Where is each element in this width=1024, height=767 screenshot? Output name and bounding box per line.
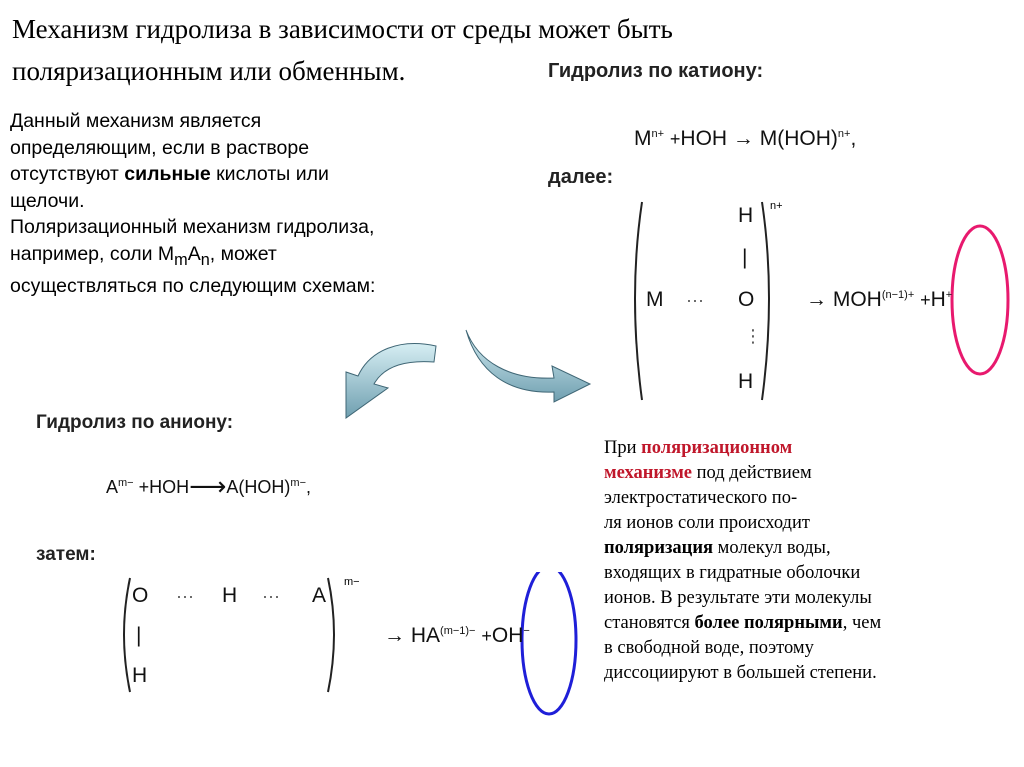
intro-text: кислоты или (210, 163, 329, 185)
mech-text: под действием (692, 463, 812, 483)
intro-bold-strong: сильные (124, 163, 211, 185)
mech-text: становятся (604, 613, 695, 633)
anion-then-label: затем: (36, 544, 96, 565)
left-curved-arrow (346, 344, 436, 418)
mech-text: молекул воды, (713, 538, 831, 558)
vertical-dots: ⋮ (744, 326, 762, 346)
mech-line: ля ионов соли происходит (604, 513, 810, 533)
right-curved-arrow (466, 330, 590, 402)
charge: − (523, 625, 530, 637)
complex-a: A (312, 584, 327, 607)
right-bracket (328, 578, 334, 692)
mech-emphasis: поляризационном (641, 438, 793, 458)
comma: , (306, 477, 312, 497)
plus-sign: + (669, 129, 681, 149)
right-bracket (762, 202, 769, 400)
complex-o: O (132, 584, 149, 607)
mech-line: входящих в гидратные оболочки (604, 563, 861, 583)
water-formula: HOH (680, 127, 728, 150)
mech-line (604, 536, 881, 561)
left-bracket (635, 202, 642, 400)
left-bracket (124, 578, 130, 692)
mechanism-explanation (604, 436, 881, 686)
title-line-1: Механизм гидролиза в зависимости от среды может быть (12, 14, 673, 44)
plus-sign: + (920, 290, 931, 310)
mech-line: диссоциируют в большей степени. (604, 663, 877, 683)
charge: m− (290, 477, 307, 489)
bond-line: | (742, 246, 748, 269)
weak-bond-dots: ··· (262, 586, 280, 606)
weak-bond-dots: ··· (176, 586, 194, 606)
mech-line: ионов. В результате эти молекулы (604, 588, 872, 608)
ha-formula: HA (410, 624, 441, 647)
mech-text: При (604, 438, 642, 458)
intro-text: , может (209, 242, 277, 265)
charge: (n−1)+ (881, 289, 915, 301)
complex-h-bottom: H (738, 370, 754, 393)
scheme-arrows (316, 318, 606, 422)
intro-text: A (187, 242, 201, 265)
reaction-arrow: ⟶ (189, 471, 227, 501)
complex-h-top: H (738, 204, 754, 227)
mech-line (604, 461, 881, 486)
charge: + (945, 289, 953, 301)
reaction-arrow: → (732, 127, 754, 150)
charge: (m−1)− (440, 625, 476, 637)
complex-h-bottom: H (132, 664, 148, 687)
complex-charge: m− (344, 576, 360, 588)
water-formula: HOH (149, 477, 190, 497)
intro-subscript: m (174, 250, 188, 269)
bond-line: | (136, 624, 142, 647)
intro-line: осуществляться по следующим схемам: (10, 274, 376, 297)
intro-line: щелочи. (10, 189, 85, 212)
charge: m− (118, 477, 134, 489)
intro-text: например, соли M (10, 242, 175, 265)
mech-line (604, 611, 881, 636)
reaction-arrow: → (384, 624, 405, 647)
complex-h-middle: H (222, 584, 238, 607)
weak-bond-dots: ··· (686, 290, 704, 310)
charge: n+ (651, 128, 665, 140)
cation-heading: Гидролиз по катиону: (548, 60, 764, 82)
product-formula: M(HOH) (759, 127, 838, 150)
intro-line (10, 241, 520, 273)
anion-symbol: A (106, 477, 119, 497)
mech-line: электростатического по- (604, 488, 798, 508)
mech-line (604, 436, 881, 461)
plus-sign: + (138, 477, 150, 497)
h-ion-highlight-ellipse (952, 226, 1008, 374)
moh-formula: MOH (832, 288, 882, 311)
title-line-2: поляризационным или обменным. (12, 56, 406, 86)
hydroxide-ion: OH (491, 624, 524, 647)
intro-line: Данный механизм является (10, 110, 262, 132)
intro-text: отсутствуют (10, 163, 125, 185)
complex-o: O (738, 288, 755, 311)
metal-symbol: M (634, 127, 652, 150)
charge: n+ (837, 128, 851, 140)
hydrogen-ion: H (930, 288, 946, 311)
intro-paragraph (10, 108, 520, 299)
cation-equation (634, 127, 856, 151)
plus-sign: + (481, 626, 492, 646)
anion-equation (106, 471, 311, 502)
anion-products (384, 624, 530, 648)
anion-heading: Гидролиз по аниону: (36, 412, 234, 433)
intro-subscript: n (200, 250, 210, 269)
cation-then-label: далее: (548, 166, 614, 188)
mech-emphasis: механизме (604, 463, 693, 483)
intro-line: определяющим, если в растворе (10, 136, 310, 159)
cation-products (806, 288, 952, 312)
mech-text: , чем (842, 613, 882, 633)
intro-line: Поляризационный механизм гидролиза, (10, 216, 375, 238)
mech-line: в свободной воде, поэтому (604, 638, 814, 658)
mech-bold: более полярными (694, 613, 843, 633)
product-formula: A(HOH) (226, 477, 291, 497)
complex-charge: n+ (770, 200, 783, 212)
oh-ion-highlight-ellipse (522, 572, 576, 714)
mech-bold: поляризация (604, 538, 714, 558)
reaction-arrow: → (806, 288, 827, 311)
complex-m: M (646, 288, 664, 311)
comma: , (850, 127, 857, 150)
intro-line (10, 161, 520, 188)
